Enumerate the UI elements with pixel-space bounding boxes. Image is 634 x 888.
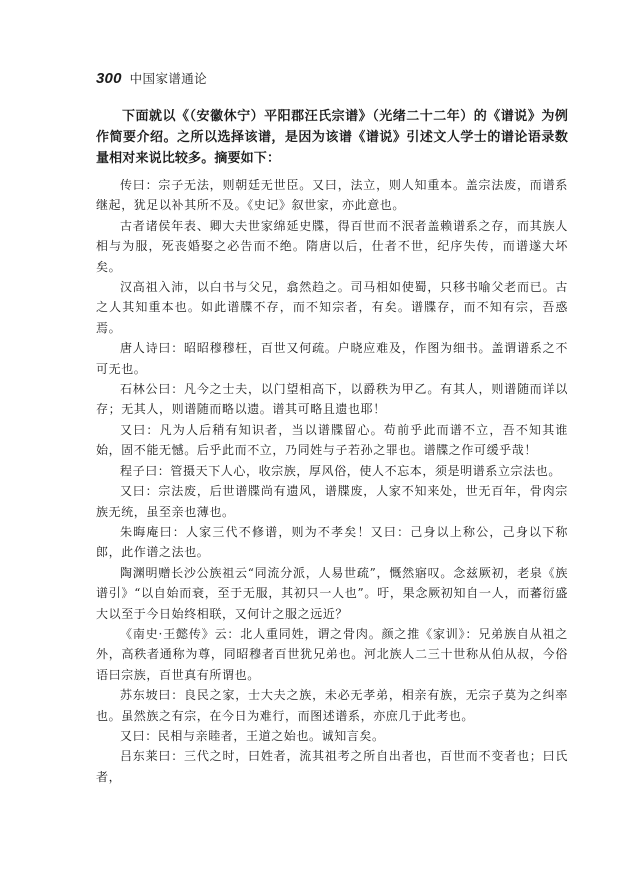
- quote-paragraph: 石林公曰：凡今之士夫，以门望相高下，以爵秩为甲乙。有其人，则谱随而详以存；无其人，则谱随而略以遗。谱其可略且遗也耶！: [96, 382, 568, 417]
- quote-paragraph: 又曰：凡为人后稍有知识者，当以谱牒留心。苟前乎此而谱不立，吾不知其谁始，固不能无憾。后乎此而不立，乃同姓与子若孙之罪也。谱牒之作可缓乎哉！: [96, 422, 568, 458]
- running-header: [96, 69, 207, 89]
- page-number: 300: [96, 70, 122, 87]
- quote-paragraph: 程子曰：管摄天下人心，收宗族，厚风俗，使人不忘本，须是明谱系立宗法也。: [120, 463, 562, 478]
- quote-paragraph: 陶渊明赠长沙公族祖云“同流分派，人易世疏”，慨然寤叹。念兹厥初，老泉《族谱引》“以自始而衰，至于无服，其初只一人也”。吁，果念厥初知自一人，而蕃衍盛大以至于今日始终相联，又何计之服之远近？: [96, 565, 568, 621]
- quote-paragraph: 传曰：宗子无法，则朝廷无世臣。又曰，法立，则人知重本。盖宗法废，而谱系继起，犹足以补其所不及。《史记》叙世家，亦此意也。: [96, 178, 568, 213]
- quote-paragraph: 古者诸侯年表、卿大夫世家绵延史牒，得百世而不泯者盖赖谱系之存，而其族人相与为服，死丧婚娶之必告而不绝。隋唐以后，仕者不世，纪序失传，而谱遂大坏矣。: [96, 218, 568, 274]
- quote-paragraph: 吕东莱曰：三代之时，曰姓者，流其祖考之所自出者也，百世而不变者也；曰氏者，: [96, 749, 568, 784]
- book-title: 中国家谱通论: [129, 71, 208, 86]
- intro-paragraph: 下面就以《（安徽休宁）平阳郡汪氏宗谱》（光绪二十二年）的《谱说》为例作简要介绍。之所以选择该谱，是因为该谱《谱说》引述文人学士的谱论语录数量相对来说比较多。摘要如下：: [96, 109, 568, 166]
- quote-paragraph: 苏东坡曰：良民之家，士大夫之族，未必无孝弟，相亲有族，无宗子莫为之纠率也。虽然族之有宗，在今日为难行，而图述谱系，亦庶几于此考也。: [96, 688, 568, 723]
- quote-paragraph: 又曰：宗法废，后世谱牒尚有遗风，谱牒废，人家不知来处，世无百年，骨肉宗族无统，虽至亲也薄也。: [96, 484, 568, 519]
- quote-paragraph: 又曰：民相与亲睦者，王道之始也。诚知言矣。: [120, 728, 385, 743]
- quote-paragraph: 朱晦庵曰：人家三代不修谱，则为不孝矣！又曰：己身以上称公，己身以下称郎，此作谱之法也。: [96, 524, 568, 560]
- quote-paragraph: 汉高祖入沛，以白书与父兄，翕然趋之。司马相如使蜀，只移书喻父老而已。古之人其知重本也。如此谱牒不存，而不知宗者，有矣。谱牒存，而不知有宗，吾惑焉。: [96, 280, 568, 335]
- body-text: [96, 106, 568, 787]
- quote-paragraph: 唐人诗曰：昭昭穆穆枉，百世又何疏。户晓应难及，作图为细书。盖谓谱系之不可无也。: [96, 341, 568, 376]
- quote-paragraph: 《南史·王懿传》云：北人重同姓，谓之骨肉。颜之推《家训》：兄弟族自从祖之外，高秩者通称为尊，同昭穆者百世犹兄弟也。河北族人二三十世称从伯从叔，今俗语曰宗族，百世真有所谓也。: [96, 626, 568, 682]
